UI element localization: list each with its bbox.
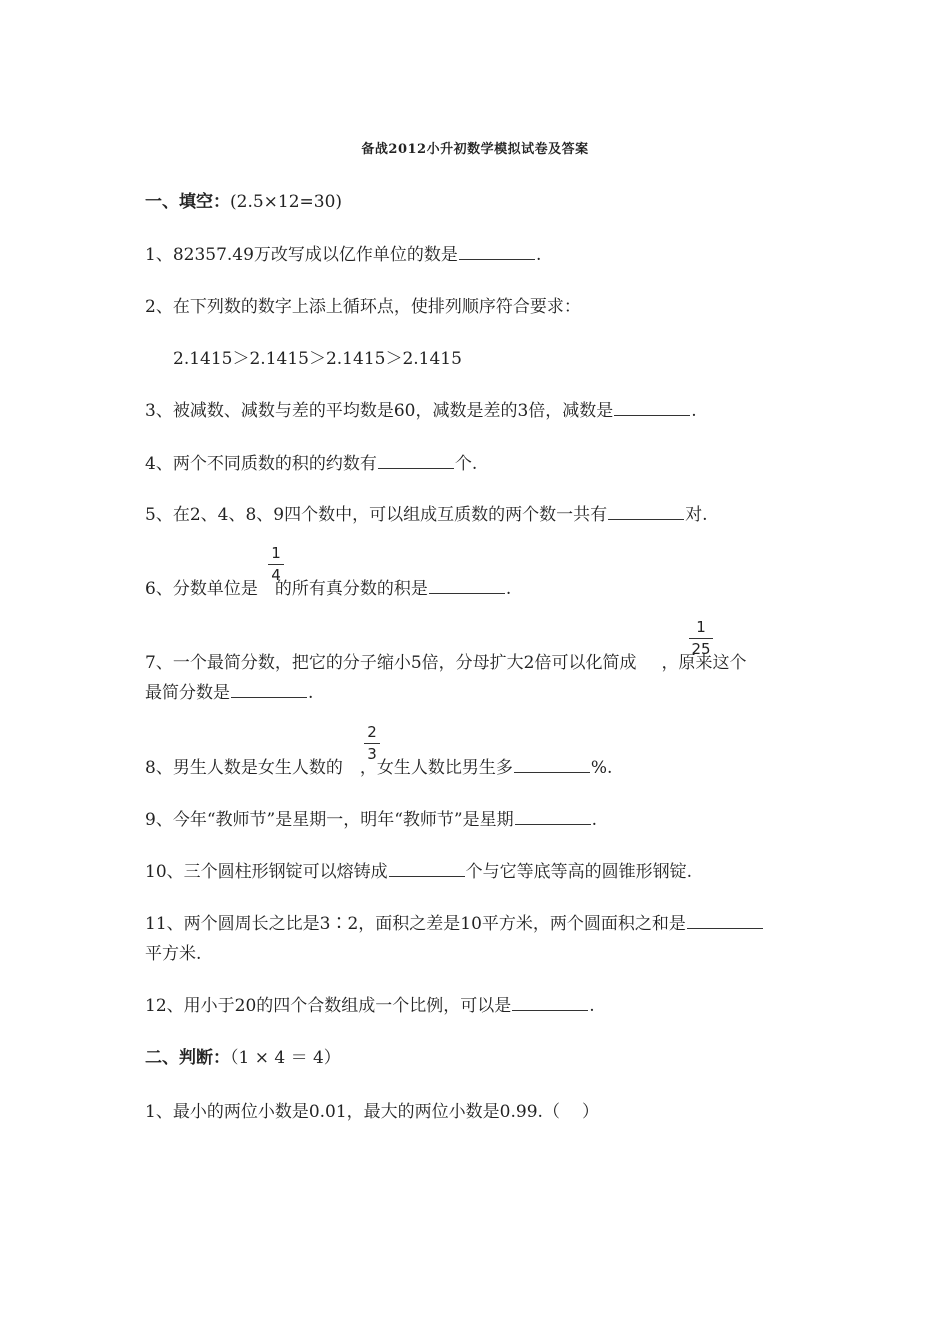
question-11-end: 平方米. — [145, 944, 202, 964]
fraction-numerator: 1 — [696, 618, 706, 636]
document-title: 备战2012小升初数学模拟试卷及答案 — [361, 142, 589, 157]
question-8-text-2: ，女生人数比男生多 — [359, 758, 513, 778]
question-4 — [145, 449, 477, 474]
question-7-end: . — [308, 683, 314, 703]
fraction-bar — [364, 743, 380, 744]
question-10-end: 个与它等底等高的圆锥形钢锭. — [465, 862, 693, 882]
question-9 — [145, 805, 597, 830]
section-judgment-score: （1 × 4 ＝ 4） — [230, 1048, 341, 1068]
question-12 — [145, 991, 595, 1016]
answer-blank — [687, 914, 763, 929]
question-7-line-1 — [145, 648, 746, 673]
question-3 — [145, 396, 697, 421]
question-3-text: 3、被减数、减数与差的平均数是60，减数是差的3倍，减数是 — [145, 401, 614, 421]
question-5 — [145, 500, 708, 525]
section-judgment-heading — [145, 1043, 341, 1068]
question-11-line-1 — [145, 909, 764, 934]
question-7-text-2: ，原来这个 — [661, 653, 747, 673]
question-1-end: . — [535, 245, 542, 265]
question-6 — [145, 574, 511, 599]
answer-blank — [512, 996, 588, 1011]
section-fill-in-label: 一、填空： — [145, 192, 230, 212]
answer-blank — [389, 862, 465, 877]
answer-blank — [378, 454, 454, 469]
question-2 — [145, 292, 581, 317]
question-6-end: . — [505, 579, 512, 599]
answer-blank — [231, 683, 307, 698]
question-11-text: 11、两个圆周长之比是3∶2，面积之差是10平方米，两个圆面积之和是 — [145, 914, 686, 934]
question-1 — [145, 240, 541, 265]
question-5-text: 5、在2、4、8、9四个数中，可以组成互质数的两个数一共有 — [145, 505, 608, 525]
question-11-line-2 — [145, 939, 201, 964]
answer-blank — [614, 401, 690, 416]
question-3-end: . — [691, 401, 697, 421]
section-fill-in-score: (2.5×12=30) — [230, 192, 343, 212]
question-7-text: 7、一个最简分数，把它的分子缩小5倍，分母扩大2倍可以化简成 — [145, 653, 637, 673]
question-4-end: 个. — [454, 454, 478, 474]
question-8-text: 8、男生人数是女生人数的 — [145, 758, 343, 778]
judgment-1-paren-open: （ — [542, 1102, 560, 1122]
fraction-numerator: 1 — [271, 544, 281, 562]
answer-blank — [608, 505, 684, 520]
fraction-bar — [689, 638, 713, 639]
section-judgment-label: 二、判断： — [145, 1048, 230, 1068]
question-10 — [145, 857, 692, 882]
fraction-denominator: 25 — [691, 640, 711, 658]
fraction-bar — [268, 564, 284, 565]
answer-blank — [515, 810, 591, 825]
question-12-end: . — [589, 996, 595, 1016]
question-2-sequence — [173, 344, 462, 369]
judgment-1-paren-close: ） — [581, 1102, 599, 1122]
question-7-line-2 — [145, 678, 313, 703]
fraction-numerator: 2 — [367, 723, 377, 741]
fraction-denominator: 3 — [367, 745, 377, 763]
answer-blank — [459, 245, 535, 260]
question-4-text: 4、两个不同质数的积的约数有 — [145, 454, 377, 474]
judgment-1 — [145, 1097, 599, 1122]
question-2-text: 2、在下列数的数字上添上循环点，使排列顺序符合要求： — [145, 297, 581, 317]
question-2-sequence-text: 2.1415＞2.1415＞2.1415＞2.1415 — [173, 349, 462, 369]
question-6-text: 6、分数单位是 — [145, 579, 258, 599]
judgment-1-text: 1、最小的两位小数是0.01，最大的两位小数是0.99. — [145, 1102, 543, 1122]
fraction-denominator: 4 — [271, 566, 281, 584]
answer-blank — [514, 758, 590, 773]
question-6-text-2: 的所有真分数的积是 — [274, 579, 428, 599]
answer-blank — [429, 579, 505, 594]
question-7-text-3: 最简分数是 — [145, 683, 230, 703]
section-fill-in-heading — [145, 187, 342, 212]
question-9-end: . — [591, 810, 597, 830]
question-5-end: 对. — [685, 505, 708, 525]
question-1-text: 1、82357.49万改写成以亿作单位的数是 — [145, 245, 458, 265]
question-12-text: 12、用小于20的四个合数组成一个比例，可以是 — [145, 996, 512, 1016]
question-8-end: %. — [590, 758, 613, 778]
question-9-text: 9、今年“教师节”是星期一，明年“教师节”是星期 — [145, 810, 514, 830]
question-10-text: 10、三个圆柱形钢锭可以熔铸成 — [145, 862, 388, 882]
question-8 — [145, 753, 612, 778]
